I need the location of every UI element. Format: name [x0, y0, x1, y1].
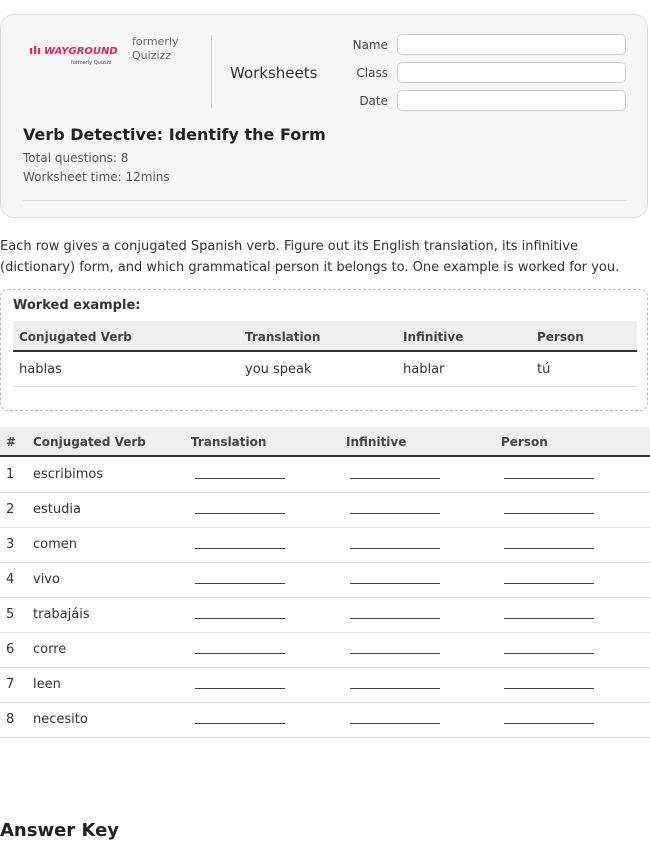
translation-blank[interactable]: [195, 618, 285, 619]
row-verb: necesito: [33, 712, 88, 727]
logo-tagline: formerly Quizizz: [71, 60, 112, 66]
worked-example-title: Worked example:: [13, 298, 141, 313]
header-rule: [23, 200, 627, 201]
class-label: Class: [356, 66, 388, 80]
row-number: 8: [6, 712, 15, 727]
infinitive-blank[interactable]: [350, 513, 440, 514]
row-verb: vivo: [33, 572, 60, 587]
infinitive-blank[interactable]: [350, 583, 440, 584]
wayground-logo: [29, 41, 125, 75]
row-number: 6: [6, 642, 15, 657]
person-blank[interactable]: [504, 618, 594, 619]
instructions: Each row gives a conjugated Spanish verb. Figure out its English translation, its infinitive (dictionary) form, and which grammatical person it belongs to. One example is worked for you.: [0, 239, 620, 275]
infinitive-blank[interactable]: [350, 653, 440, 654]
person-blank[interactable]: [504, 513, 594, 514]
translation-blank[interactable]: [195, 583, 285, 584]
example-translation: you speak: [245, 362, 312, 377]
header-conjugated-verb: Conjugated Verb: [33, 435, 146, 449]
worksheet-time: Worksheet time: 12mins: [23, 170, 170, 184]
header-infinitive: Infinitive: [346, 435, 407, 449]
worked-example-box: [0, 289, 648, 411]
table-row: [0, 528, 650, 563]
translation-blank[interactable]: [195, 653, 285, 654]
row-number: 3: [6, 537, 15, 552]
table-row: [0, 633, 650, 668]
row-number: 7: [6, 677, 15, 692]
row-number: 5: [6, 607, 15, 622]
header-translation: Translation: [191, 435, 267, 449]
table-row: [0, 668, 650, 703]
example-verb: hablas: [19, 362, 62, 377]
header-number: #: [6, 435, 17, 449]
translation-blank[interactable]: [195, 723, 285, 724]
header-person: Person: [537, 330, 584, 344]
row-number: 4: [6, 572, 15, 587]
row-number: 1: [6, 467, 15, 482]
person-blank[interactable]: [504, 583, 594, 584]
row-verb: corre: [33, 642, 67, 657]
example-person: tú: [537, 362, 551, 377]
worksheet-title: Verb Detective: Identify the Form: [23, 125, 326, 144]
header-conjugated-verb: Conjugated Verb: [19, 330, 132, 344]
formerly-quizizz-text: formerly Quizizz: [132, 35, 179, 62]
infinitive-blank[interactable]: [350, 688, 440, 689]
person-blank[interactable]: [504, 653, 594, 654]
translation-blank[interactable]: [195, 548, 285, 549]
infinitive-blank[interactable]: [350, 548, 440, 549]
worksheet-header: [0, 14, 648, 218]
table-row: [0, 458, 650, 493]
row-number: 2: [6, 502, 15, 517]
translation-blank[interactable]: [195, 513, 285, 514]
header-infinitive: Infinitive: [403, 330, 464, 344]
date-field[interactable]: [397, 90, 626, 111]
section-label: Worksheets: [230, 64, 318, 82]
row-verb: leen: [33, 677, 61, 692]
row-verb: escribimos: [33, 467, 104, 482]
header-translation: Translation: [245, 330, 321, 344]
person-blank[interactable]: [504, 688, 594, 689]
name-label: Name: [352, 38, 388, 52]
person-blank[interactable]: [504, 478, 594, 479]
infinitive-blank[interactable]: [350, 618, 440, 619]
class-field[interactable]: [397, 62, 626, 83]
worked-example-header: [13, 321, 637, 352]
row-verb: comen: [33, 537, 78, 552]
table-header: [0, 427, 650, 457]
total-questions: Total questions: 8: [23, 151, 129, 165]
row-verb: estudia: [33, 502, 81, 517]
infinitive-blank[interactable]: [350, 478, 440, 479]
header-divider: [211, 35, 212, 108]
name-field[interactable]: [397, 34, 626, 55]
table-row: [0, 703, 650, 738]
person-blank[interactable]: [504, 548, 594, 549]
table-row: [0, 598, 650, 633]
translation-blank[interactable]: [195, 478, 285, 479]
logo-brand: WAYGROUND: [44, 46, 118, 57]
infinitive-blank[interactable]: [350, 723, 440, 724]
example-infinitive: hablar: [403, 362, 445, 377]
row-verb: trabajáis: [33, 607, 90, 622]
table-row: [0, 563, 650, 598]
person-blank[interactable]: [504, 723, 594, 724]
date-label: Date: [359, 94, 388, 108]
worked-example-row: [13, 353, 637, 387]
translation-blank[interactable]: [195, 688, 285, 689]
answer-key-heading: Answer Key: [0, 820, 120, 841]
table-row: [0, 493, 650, 528]
header-person: Person: [501, 435, 548, 449]
